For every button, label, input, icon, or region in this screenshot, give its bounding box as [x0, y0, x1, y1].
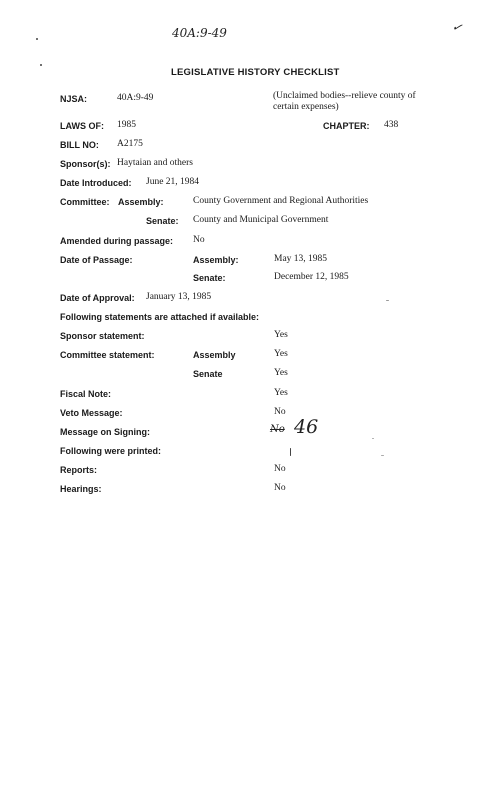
- following-printed-heading: Following were printed:: [60, 446, 161, 456]
- bill-no-label: BILL NO:: [60, 140, 99, 150]
- scan-speck: [40, 64, 42, 66]
- committee-statement-assembly-label: Assembly: [193, 350, 236, 360]
- date-of-approval-value: January 13, 1985: [146, 292, 212, 302]
- passage-assembly-label: Assembly:: [193, 255, 239, 265]
- committee-senate-value: County and Municipal Government: [193, 215, 329, 225]
- passage-assembly-value: May 13, 1985: [274, 254, 328, 264]
- chapter-label: CHAPTER:: [323, 121, 370, 131]
- committee-label: Committee:: [60, 197, 110, 207]
- scan-speck: [381, 455, 384, 456]
- njsa-value: 40A:9-49: [117, 93, 154, 103]
- committee-statement-label: Committee statement:: [60, 350, 155, 360]
- handwritten-signing-number: 46: [294, 416, 319, 438]
- laws-of-label: LAWS OF:: [60, 121, 104, 131]
- committee-statement-assembly-value: Yes: [274, 349, 288, 359]
- scan-speck: [36, 38, 38, 40]
- committee-senate-label: Senate:: [146, 216, 179, 226]
- date-of-approval-label: Date of Approval:: [60, 293, 135, 303]
- message-on-signing-label: Message on Signing:: [60, 427, 151, 437]
- passage-senate-label: Senate:: [193, 273, 226, 283]
- committee-statement-senate-label: Senate: [193, 369, 223, 379]
- sponsor-statement-label: Sponsor statement:: [60, 331, 145, 341]
- veto-message-label: Veto Message:: [60, 408, 123, 418]
- handwritten-check-mark: ✓: [450, 18, 464, 36]
- handwritten-citation: 40A:9-49: [172, 26, 227, 40]
- committee-assembly-value: County Government and Regional Authorities: [193, 196, 369, 206]
- amended-value: No: [193, 235, 205, 245]
- veto-message-value: No: [274, 407, 286, 417]
- amended-label: Amended during passage:: [60, 236, 174, 246]
- laws-of-value: 1985: [117, 120, 136, 130]
- reports-value: No: [274, 464, 286, 474]
- sponsors-label: Sponsor(s):: [60, 159, 111, 169]
- following-attached-heading: Following statements are attached if available:: [60, 312, 260, 322]
- scan-speck: [372, 438, 374, 439]
- sponsors-value: Haytaian and others: [117, 158, 193, 168]
- fiscal-note-value: Yes: [274, 388, 288, 398]
- chapter-value: 438: [384, 120, 399, 130]
- njsa-description: (Unclaimed bodies--relieve county of certain expenses): [273, 91, 416, 112]
- committee-statement-senate-value: Yes: [274, 368, 288, 378]
- date-introduced-value: June 21, 1984: [146, 177, 200, 187]
- sponsor-statement-value: Yes: [274, 330, 288, 340]
- reports-label: Reports:: [60, 465, 98, 475]
- page-title: LEGISLATIVE HISTORY CHECKLIST: [171, 67, 340, 78]
- njsa-label: NJSA:: [60, 94, 88, 104]
- hearings-label: Hearings:: [60, 484, 102, 494]
- date-of-passage-label: Date of Passage:: [60, 255, 133, 265]
- passage-senate-value: December 12, 1985: [274, 272, 349, 282]
- hearings-value: No: [274, 483, 286, 493]
- handwritten-signing-no: No: [270, 424, 285, 435]
- scan-speck: [290, 448, 291, 456]
- date-introduced-label: Date Introduced:: [60, 178, 132, 188]
- committee-assembly-label: Assembly:: [118, 197, 164, 207]
- bill-no-value: A2175: [117, 139, 143, 149]
- scan-speck: [386, 300, 389, 301]
- fiscal-note-label: Fiscal Note:: [60, 389, 112, 399]
